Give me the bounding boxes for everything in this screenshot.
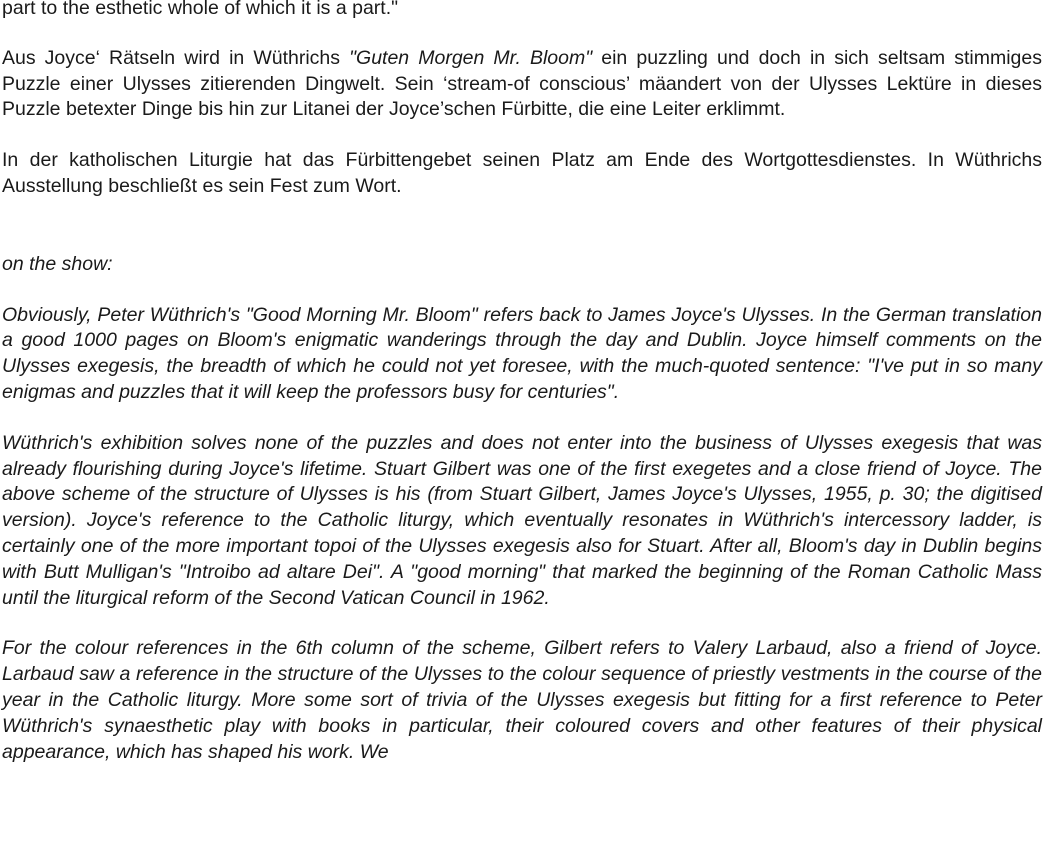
paragraph-joyce-raetsel xyxy=(2,46,1042,123)
exhibition-title: "Guten Morgen Mr. Bloom" xyxy=(349,46,593,69)
text-segment: ein puzzling und doch in sich seltsam stimmiges Puzzle einer Ulysses zitierenden Dingwelt. Sein ‘stream-of conscious’ mäandert von der Ulysses Lektüre in dieses Puzzle betexter Dinge bis hin zur Litanei der Joyce’schen Fürbitte, die eine Leiter erklimmt. xyxy=(2,46,1042,121)
paragraph-colour-references: For the colour references in the 6th column of the scheme, Gilbert refers to Valery Larbaud, also a friend of Joyce. Larbaud saw a reference in the structure of the Ulysses to the colour sequence of priestly vestments in the course of the year in the Catholic liturgy. More some sort of trivia of the Ulysses exegesis but fitting for a first reference to Peter Wüthrich's synaesthetic play with books in particular, their coloured covers and other features of their physical appearance, which has shaped his work. We xyxy=(2,637,1042,763)
article-body xyxy=(2,0,1042,790)
text-segment: Aus Joyce‘ Rätseln wird in Wüthrichs xyxy=(2,46,350,69)
paragraph-quote-end: part to the esthetic whole of which it is a part." xyxy=(2,0,399,19)
section-heading-on-the-show: on the show: xyxy=(2,252,113,275)
paragraph-liturgie: In der katholischen Liturgie hat das Fürbittengebet seinen Platz am Ende des Wortgottesdienstes. In Wüthrichs Ausstellung beschließt es sein Fest zum Wort. xyxy=(2,149,1042,197)
paragraph-obviously: Obviously, Peter Wüthrich's "Good Morning Mr. Bloom" refers back to James Joyce's Ulysses. In the German translation a good 1000 pages on Bloom's enigmatic wanderings through the day and Dublin. Joyce himself comments on the Ulysses exegesis, the breadth of which he could not yet foresee, with the much-quoted sentence: "I've put in so many enigmas and puzzles that it will keep the professors busy for centuries". xyxy=(2,303,1042,403)
paragraph-exhibition: Wüthrich's exhibition solves none of the puzzles and does not enter into the business of Ulysses exegesis that was already flourishing during Joyce's lifetime. Stuart Gilbert was one of the first exegetes and a close friend of Joyce. The above scheme of the structure of Ulysses is his (from Stuart Gilbert, James Joyce's Ulysses, 1955, p. 30; the digitised version). Joyce's reference to the Catholic liturgy, which eventually resonates in Wüthrich's intercessory ladder, is certainly one of the more important topoi of the Ulysses exegesis also for Stuart. After all, Bloom's day in Dublin begins with Butt Mulligan's "Introibo ad altare Dei". A "good morning" that marked the beginning of the Roman Catholic Mass until the liturgical reform of the Second Vatican Council in 1962. xyxy=(2,431,1042,609)
